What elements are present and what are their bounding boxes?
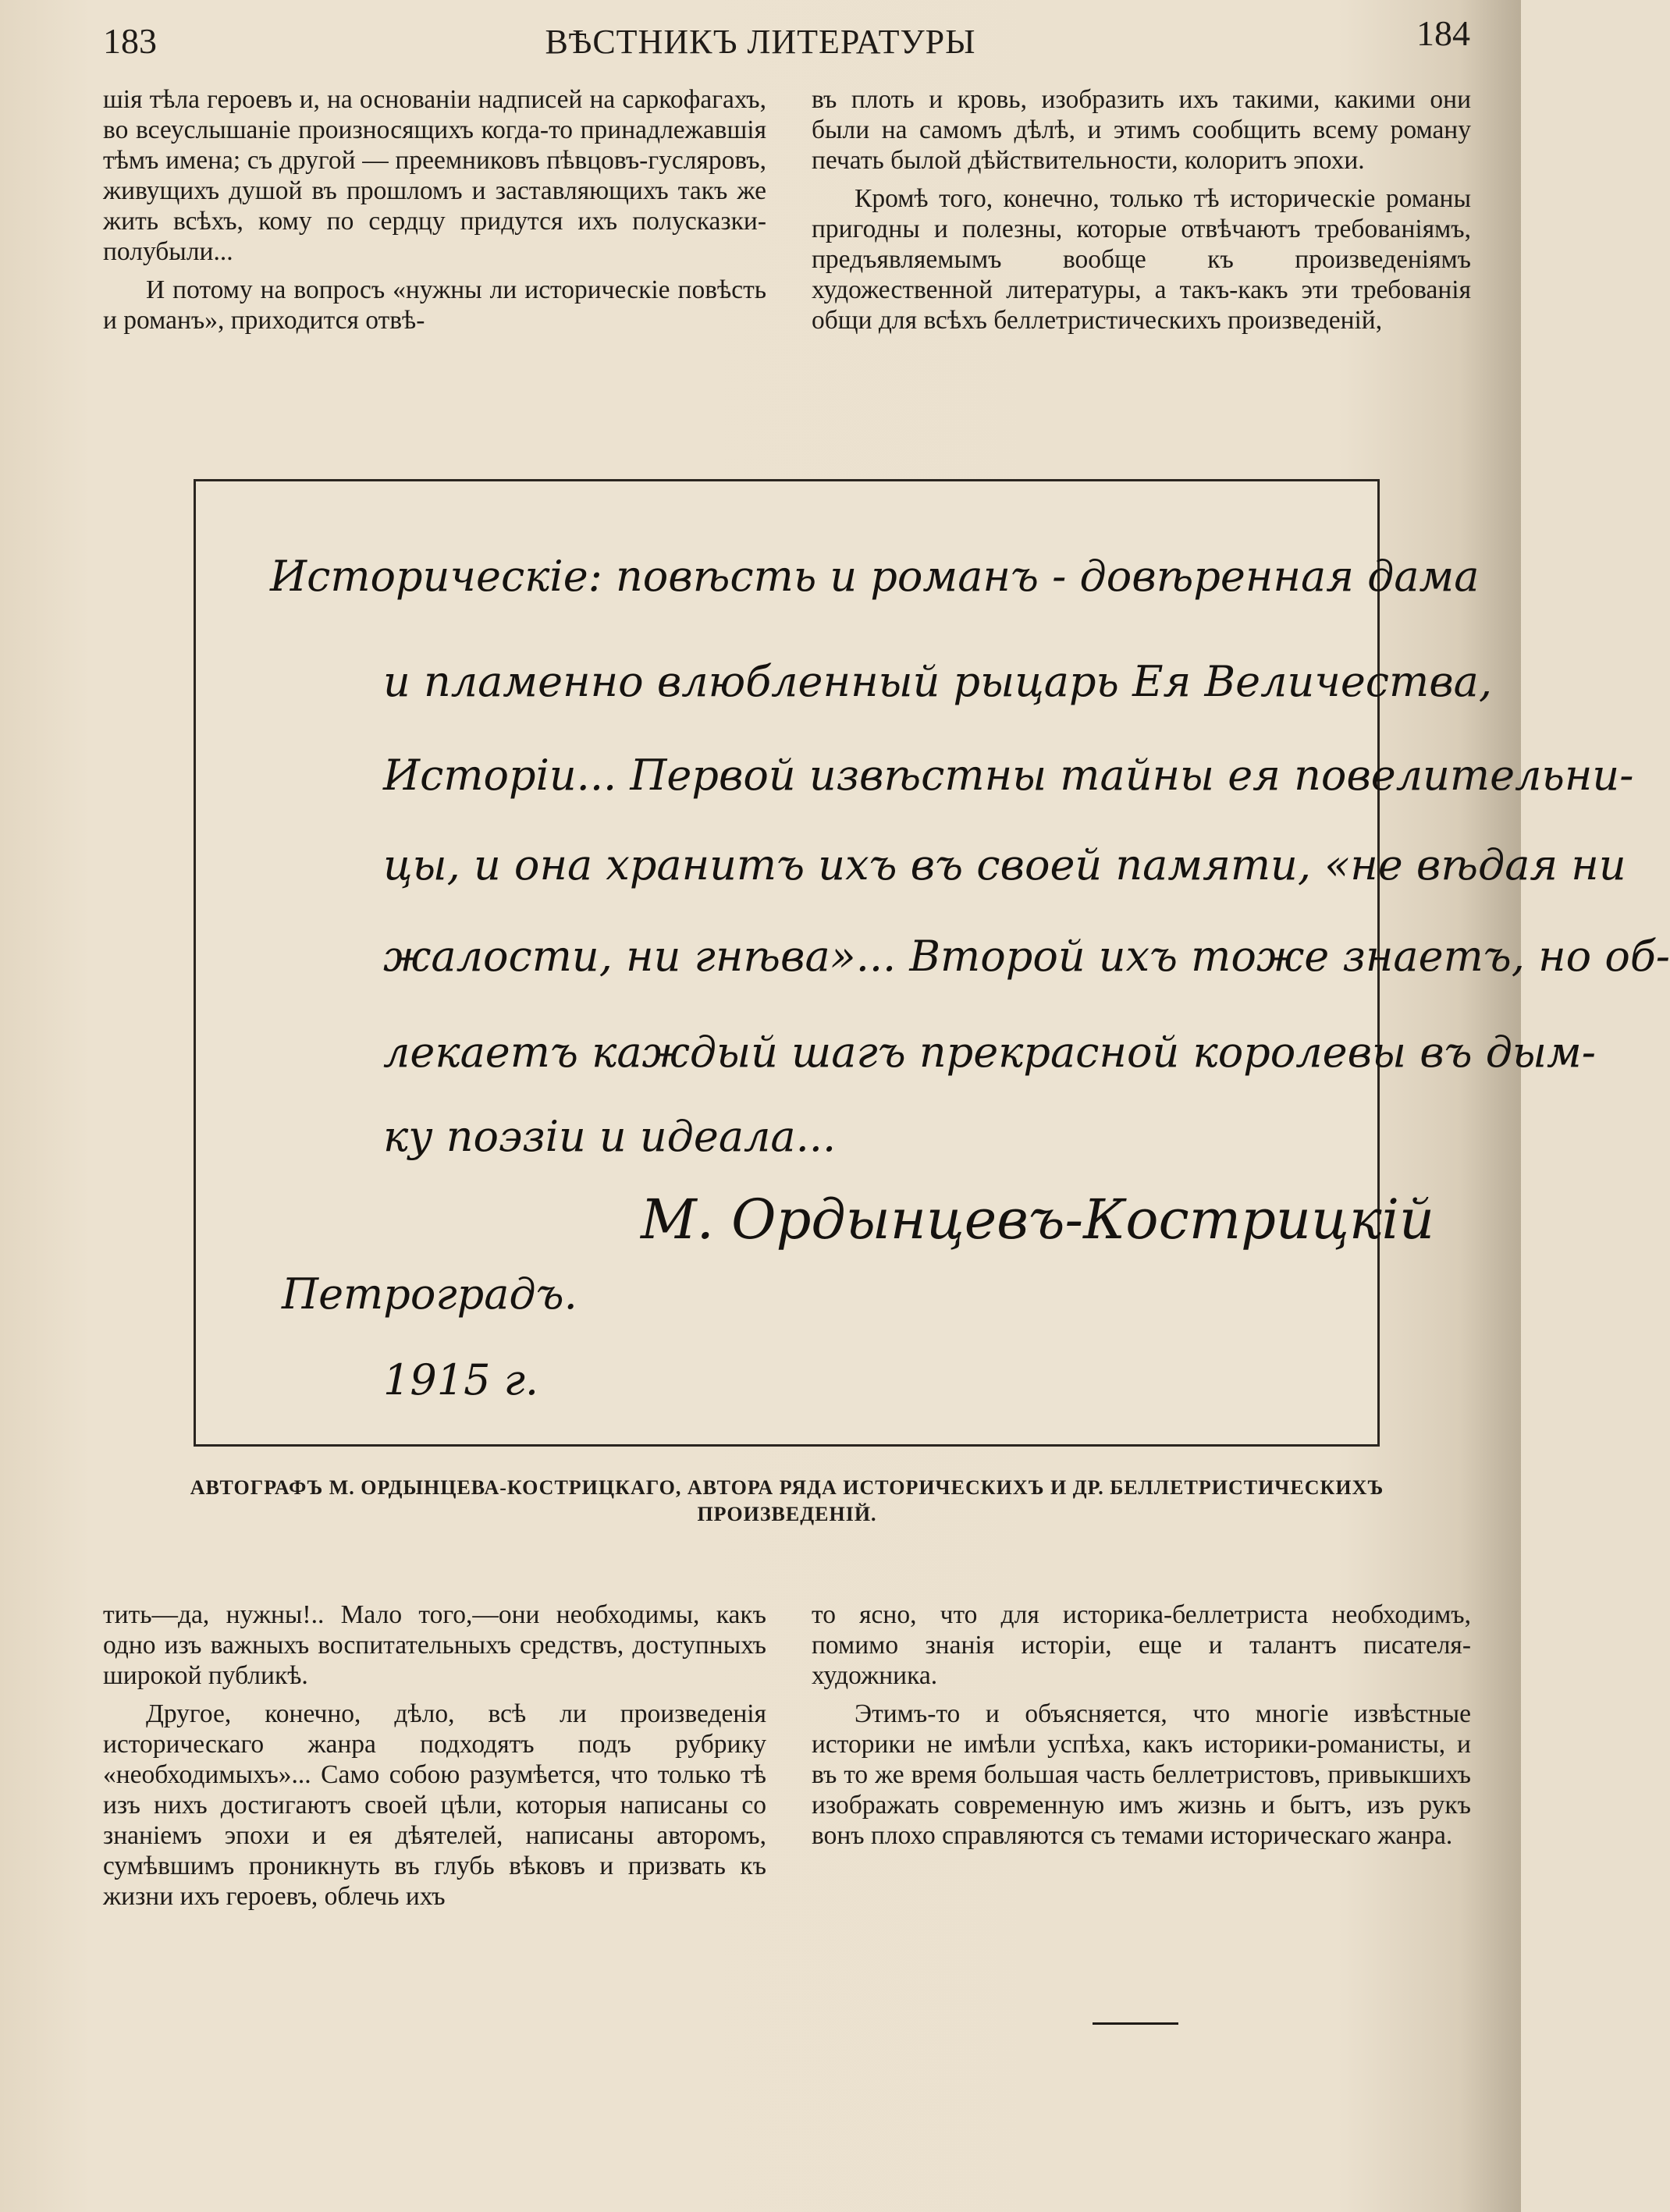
figure-caption: АВТОГРАФЪ М. ОРДЫНЦЕВА-КОСТРИЦКАГО, АВТОРА РЯДА ИСТОРИЧЕСКИХЪ И ДР. БЕЛЛЕТРИСТИЧЕСКИХЪ ПРОИЗВЕДЕНІЙ. [190, 1476, 1384, 1525]
running-title: ВѢСТНИКЪ ЛИТЕРАТУРЫ [545, 23, 976, 61]
paragraph: Этимъ-то и объясняется, что многіе извѣстные историки не имѣли успѣха, какъ историки-романисты, и въ то же время большая часть беллетристовъ, привыкшихъ изображать современную имъ жизнь и бытъ, изъ рукъ вонъ плохо справляются съ темами историческаго жанра. [812, 1699, 1471, 1850]
autograph-line: Исторіи... Первой извѣстны тайны ея повелительни- [383, 751, 1634, 800]
page-number-left: 183 [103, 21, 157, 61]
column-bottom-left [103, 1600, 766, 1912]
paragraph: Кромѣ того, конечно, только тѣ историческіе романы пригодны и полезны, которые отвѣчаютъ требованіямъ, предъявляемымъ вообще къ произведеніямъ художественной литературы, а такъ-какъ эти требованія общи для всѣхъ беллетристическихъ произведеній, [812, 184, 1471, 335]
autograph-line: Историческіе: повѣсть и романъ - довѣренная дама [270, 552, 1480, 601]
autograph-line: ку поэзіи и идеала... [383, 1112, 837, 1161]
paragraph: шія тѣла героевъ и, на основаніи надписей на саркофагахъ, во всеуслышаніе произносящихъ когда-то принадлежавшія тѣмъ имена; съ другой — преемниковъ пѣвцовъ-гусляровъ, живущихъ душой въ прошломъ и заставляющихъ такъ же жить всѣхъ, кому по сердцу придутся ихъ полусказки-полубыли... [103, 85, 766, 266]
end-rule [1093, 2022, 1178, 2025]
paragraph: Другое, конечно, дѣло, всѣ ли произведенія историческаго жанра подходятъ подъ рубрику «необходимыхъ»... Само собою разумѣется, что только тѣ изъ нихъ достигаютъ своей цѣли, которыя написаны со знаніемъ эпохи и ея дѣятелей, написаны авторомъ, сумѣвшимъ проникнуть въ глубь вѣковъ и призвать къ жизни ихъ героевъ, облечь ихъ [103, 1699, 766, 1911]
autograph-signature: М. Ордынцевъ-Кострицкій [641, 1188, 1435, 1252]
autograph-line: и пламенно влюбленный рыцарь Ея Величества, [383, 657, 1493, 706]
paragraph: въ плоть и кровь, изобразить ихъ такими, какими они были на самомъ дѣлѣ, и этимъ сообщить всему роману печать былой дѣйствительности, колоритъ эпохи. [812, 85, 1471, 175]
autograph-line: цы, и она хранитъ ихъ въ своей памяти, «не вѣдая ни [383, 840, 1626, 889]
column-bottom-right [812, 1600, 1471, 1851]
page-number-right: 184 [1416, 13, 1470, 53]
paragraph: И потому на вопросъ «нужны ли историческіе повѣсть и романъ», приходится отвѣ- [103, 275, 766, 335]
column-top-right [812, 84, 1471, 336]
autograph-facsimile [194, 479, 1670, 1447]
paragraph: тить—да, нужны!.. Мало того,—они необходимы, какъ одно изъ важныхъ воспитательныхъ средствъ, доступныхъ широкой публикѣ. [103, 1600, 766, 1690]
autograph-line: жалости, ни гнѣва»... Второй ихъ тоже знаетъ, но об- [383, 932, 1670, 981]
autograph-place: Петроградъ. [282, 1269, 577, 1319]
autograph-year: 1915 г. [383, 1355, 539, 1404]
column-top-left [103, 84, 766, 336]
paragraph: то ясно, что для историка-беллетриста необходимъ, помимо знанія исторіи, еще и талантъ писателя-художника. [812, 1600, 1471, 1690]
autograph-line: лекаетъ каждый шагъ прекрасной королевы въ дым- [383, 1028, 1597, 1077]
